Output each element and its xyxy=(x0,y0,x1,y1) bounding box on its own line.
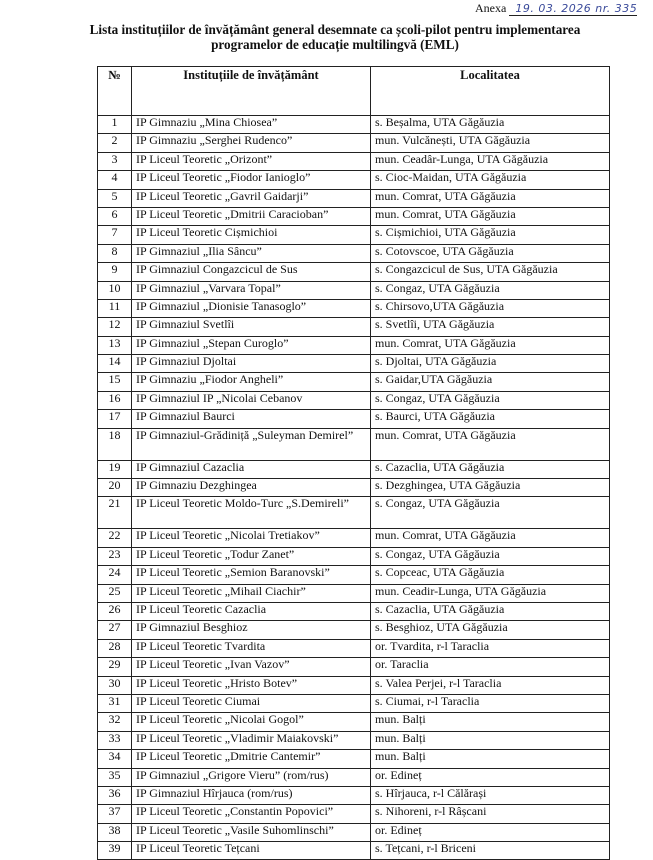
table-row xyxy=(98,428,610,460)
row-number: 8 xyxy=(98,244,132,262)
row-locality: s. Dezghingea, UTA Găgăuzia xyxy=(371,479,610,497)
row-locality: s. Cotovscoe, UTA Găgăuzia xyxy=(371,244,610,262)
row-locality: mun. Ceadir-Lunga, UTA Găgăuzia xyxy=(371,584,610,602)
row-number: 29 xyxy=(98,658,132,676)
row-number: 12 xyxy=(98,318,132,336)
table-row xyxy=(98,189,610,207)
row-locality: or. Edineț xyxy=(371,823,610,841)
row-number: 7 xyxy=(98,226,132,244)
row-institution: IP Gimnaziul „Dionisie Tanasoglo” xyxy=(132,299,371,317)
table-row xyxy=(98,226,610,244)
row-locality: mun. Vulcănești, UTA Găgăuzia xyxy=(371,134,610,152)
row-number: 39 xyxy=(98,842,132,860)
row-institution: IP Gimnaziul Besghioz xyxy=(132,621,371,639)
row-locality: s. Congaz, UTA Găgăuzia xyxy=(371,547,610,565)
table-row xyxy=(98,244,610,262)
row-number: 30 xyxy=(98,676,132,694)
row-number: 16 xyxy=(98,391,132,409)
table-row xyxy=(98,281,610,299)
table-row xyxy=(98,373,610,391)
table-row xyxy=(98,391,610,409)
row-number: 26 xyxy=(98,602,132,620)
table-row xyxy=(98,497,610,529)
row-number: 18 xyxy=(98,428,132,460)
row-institution: IP Liceul Teoretic „Vasile Suhomlinschi” xyxy=(132,823,371,841)
row-locality: or. Tvardita, r-l Taraclia xyxy=(371,639,610,657)
table-header-row xyxy=(98,67,610,116)
row-number: 34 xyxy=(98,750,132,768)
row-locality: s. Baurci, UTA Găgăuzia xyxy=(371,410,610,428)
row-institution: IP Liceul Teoretic „Todur Zanet” xyxy=(132,547,371,565)
row-locality: s. Ciumai, r-l Taraclia xyxy=(371,694,610,712)
row-number: 9 xyxy=(98,263,132,281)
row-institution: IP Liceul Teoretic „Orizont” xyxy=(132,152,371,170)
row-number: 6 xyxy=(98,207,132,225)
annex-header xyxy=(475,0,645,16)
institutions-table xyxy=(97,66,610,860)
row-institution: IP Gimnaziul „Stepan Curoglo” xyxy=(132,336,371,354)
table-row xyxy=(98,786,610,804)
row-institution: IP Gimnaziul Hîrjauca (rom/rus) xyxy=(132,786,371,804)
row-institution: IP Liceul Teoretic „Dmitrie Cantemir” xyxy=(132,750,371,768)
row-locality: s. Congaz, UTA Găgăuzia xyxy=(371,281,610,299)
row-institution: IP Liceul Teoretic „Mihail Ciachir” xyxy=(132,584,371,602)
table-row xyxy=(98,694,610,712)
row-institution: IP Liceul Teoretic „Gavril Gaidarji” xyxy=(132,189,371,207)
header-locality: Localitatea xyxy=(371,67,610,116)
table-row xyxy=(98,676,610,694)
row-institution: IP Liceul Teoretic Tețcani xyxy=(132,842,371,860)
table-row xyxy=(98,842,610,860)
row-locality: mun. Balți xyxy=(371,750,610,768)
row-locality: s. Hîrjauca, r-l Călărași xyxy=(371,786,610,804)
row-number: 24 xyxy=(98,566,132,584)
row-number: 13 xyxy=(98,336,132,354)
row-locality: s. Gaidar,UTA Găgăuzia xyxy=(371,373,610,391)
table-row xyxy=(98,134,610,152)
row-institution: IP Liceul Teoretic „Ivan Vazov” xyxy=(132,658,371,676)
row-institution: IP Liceul Teoretic Moldo-Turc „S.Demireli” xyxy=(132,497,371,529)
row-institution: IP Liceul Teoretic „Dmitrii Caracioban” xyxy=(132,207,371,225)
table-row xyxy=(98,713,610,731)
row-number: 2 xyxy=(98,134,132,152)
row-number: 22 xyxy=(98,529,132,547)
table-row xyxy=(98,336,610,354)
row-institution: IP Liceul Teoretic Cazaclia xyxy=(132,602,371,620)
table-row xyxy=(98,805,610,823)
row-locality: mun. Comrat, UTA Găgăuzia xyxy=(371,189,610,207)
table-row xyxy=(98,479,610,497)
table-row xyxy=(98,547,610,565)
row-institution: IP Liceul Teoretic „Fiodor Ianioglo” xyxy=(132,171,371,189)
row-institution: IP Gimnaziul Baurci xyxy=(132,410,371,428)
row-institution: IP Liceul Teoretic Cișmichioi xyxy=(132,226,371,244)
row-locality: mun. Comrat, UTA Găgăuzia xyxy=(371,336,610,354)
row-locality: s. Cazaclia, UTA Găgăuzia xyxy=(371,460,610,478)
table-row xyxy=(98,152,610,170)
table-row xyxy=(98,318,610,336)
row-locality: mun. Ceadâr-Lunga, UTA Găgăuzia xyxy=(371,152,610,170)
row-institution: IP Gimnaziul „Ilia Sâncu” xyxy=(132,244,371,262)
row-institution: IP Liceul Teoretic „Constantin Popovici” xyxy=(132,805,371,823)
row-institution: IP Gimnaziul Svetlîi xyxy=(132,318,371,336)
row-number: 3 xyxy=(98,152,132,170)
row-number: 10 xyxy=(98,281,132,299)
table-row xyxy=(98,731,610,749)
row-institution: IP Gimnaziu „Mina Chiosea” xyxy=(132,116,371,134)
row-locality: s. Congaz, UTA Găgăuzia xyxy=(371,497,610,529)
handwritten-date-number: 19. 03. 2026 nr. 335 xyxy=(509,2,637,16)
row-number: 14 xyxy=(98,355,132,373)
table-row xyxy=(98,355,610,373)
row-institution: IP Gimnaziul Congazcicul de Sus xyxy=(132,263,371,281)
row-number: 19 xyxy=(98,460,132,478)
row-locality: s. Svetlîi, UTA Găgăuzia xyxy=(371,318,610,336)
row-number: 33 xyxy=(98,731,132,749)
row-number: 37 xyxy=(98,805,132,823)
row-locality: s. Cișmichioi, UTA Găgăuzia xyxy=(371,226,610,244)
row-locality: s. Besghioz, UTA Găgăuzia xyxy=(371,621,610,639)
row-locality: s. Cazaclia, UTA Găgăuzia xyxy=(371,602,610,620)
table-row xyxy=(98,460,610,478)
table-row xyxy=(98,658,610,676)
row-locality: s. Congaz, UTA Găgăuzia xyxy=(371,391,610,409)
row-institution: IP Gimnaziu Dezghingea xyxy=(132,479,371,497)
row-number: 38 xyxy=(98,823,132,841)
row-institution: IP Gimnaziul Djoltai xyxy=(132,355,371,373)
row-locality: s. Congazcicul de Sus, UTA Găgăuzia xyxy=(371,263,610,281)
row-locality: s. Djoltai, UTA Găgăuzia xyxy=(371,355,610,373)
row-locality: s. Tețcani, r-l Briceni xyxy=(371,842,610,860)
row-institution: IP Liceul Teoretic Tvardita xyxy=(132,639,371,657)
row-locality: s. Nihoreni, r-l Râșcani xyxy=(371,805,610,823)
table-row xyxy=(98,584,610,602)
table-row xyxy=(98,263,610,281)
row-locality: or. Edineț xyxy=(371,768,610,786)
row-locality: mun. Comrat, UTA Găgăuzia xyxy=(371,428,610,460)
header-institution: Instituțiile de învățământ xyxy=(132,67,371,116)
row-institution: IP Liceul Teoretic Ciumai xyxy=(132,694,371,712)
row-number: 23 xyxy=(98,547,132,565)
row-locality: s. Copceac, UTA Găgăuzia xyxy=(371,566,610,584)
table-row xyxy=(98,207,610,225)
row-locality: mun. Balți xyxy=(371,731,610,749)
table-row xyxy=(98,299,610,317)
row-locality: or. Taraclia xyxy=(371,658,610,676)
row-number: 11 xyxy=(98,299,132,317)
row-locality: s. Cioc-Maidan, UTA Găgăuzia xyxy=(371,171,610,189)
row-number: 36 xyxy=(98,786,132,804)
table-row xyxy=(98,116,610,134)
row-number: 31 xyxy=(98,694,132,712)
row-locality: s. Chirsovo,UTA Găgăuzia xyxy=(371,299,610,317)
row-number: 27 xyxy=(98,621,132,639)
table-row xyxy=(98,823,610,841)
row-institution: IP Gimnaziu „Serghei Rudenco” xyxy=(132,134,371,152)
row-institution: IP Gimnaziu „Fiodor Angheli” xyxy=(132,373,371,391)
table-row xyxy=(98,410,610,428)
row-institution: IP Liceul Teoretic „Nicolai Tretiakov” xyxy=(132,529,371,547)
row-number: 28 xyxy=(98,639,132,657)
row-locality: s. Beșalma, UTA Găgăuzia xyxy=(371,116,610,134)
row-institution: IP Gimnaziul „Varvara Topal” xyxy=(132,281,371,299)
row-locality: mun. Comrat, UTA Găgăuzia xyxy=(371,529,610,547)
row-locality: mun. Balți xyxy=(371,713,610,731)
annex-label: Anexa xyxy=(475,1,507,15)
row-institution: IP Liceul Teoretic „Semion Baranovski” xyxy=(132,566,371,584)
table-row xyxy=(98,750,610,768)
table-row xyxy=(98,529,610,547)
row-number: 1 xyxy=(98,116,132,134)
header-number: № xyxy=(98,67,132,116)
row-number: 21 xyxy=(98,497,132,529)
row-number: 20 xyxy=(98,479,132,497)
row-institution: IP Liceul Teoretic „Vladimir Maiakovski” xyxy=(132,731,371,749)
row-number: 32 xyxy=(98,713,132,731)
row-locality: s. Valea Perjei, r-l Taraclia xyxy=(371,676,610,694)
table-row xyxy=(98,566,610,584)
row-institution: IP Liceul Teoretic „Hristo Botev” xyxy=(132,676,371,694)
row-number: 5 xyxy=(98,189,132,207)
row-institution: IP Gimnaziul IP „Nicolai Cebanov xyxy=(132,391,371,409)
document-title: Lista instituțiilor de învățământ general desemnate ca școli-pilot pentru implementarea programelor de educație multilingvă (EML) xyxy=(89,22,581,52)
row-number: 4 xyxy=(98,171,132,189)
table-row xyxy=(98,621,610,639)
table-row xyxy=(98,639,610,657)
row-number: 15 xyxy=(98,373,132,391)
row-locality: mun. Comrat, UTA Găgăuzia xyxy=(371,207,610,225)
row-institution: IP Gimnaziul „Grigore Vieru” (rom/rus) xyxy=(132,768,371,786)
table-row xyxy=(98,602,610,620)
row-number: 25 xyxy=(98,584,132,602)
table-row xyxy=(98,171,610,189)
row-number: 17 xyxy=(98,410,132,428)
row-institution: IP Gimnaziul Cazaclia xyxy=(132,460,371,478)
row-institution: IP Gimnaziul-Grădiniță „Suleyman Demirel” xyxy=(132,428,371,460)
row-number: 35 xyxy=(98,768,132,786)
row-institution: IP Liceul Teoretic „Nicolai Gogol” xyxy=(132,713,371,731)
table-row xyxy=(98,768,610,786)
